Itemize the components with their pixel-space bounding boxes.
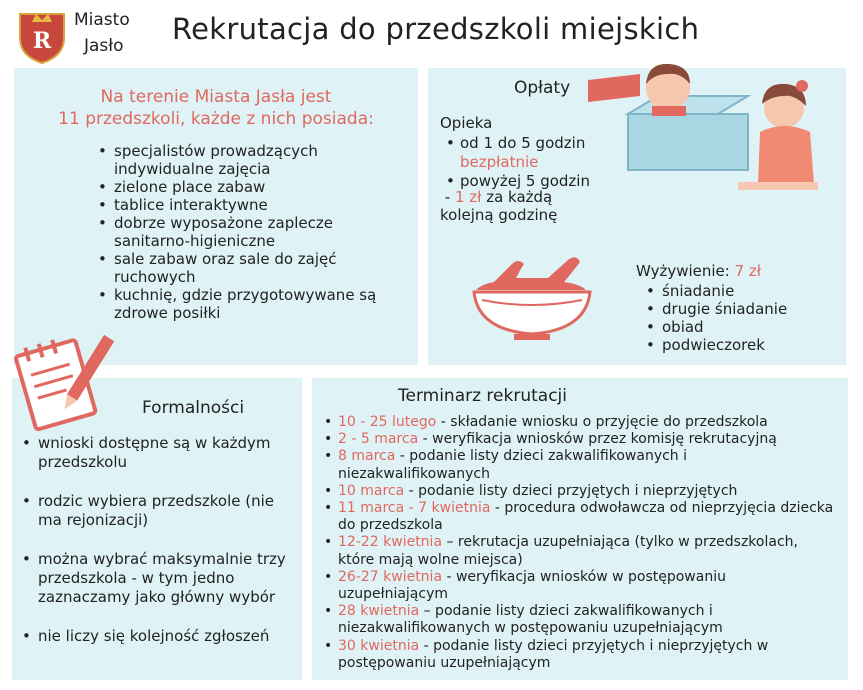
schedule-text: - procedura odwoławcza od nieprzyjęcia dziecka do przedszkola — [338, 500, 834, 534]
schedule-date: 26-27 kwietnia — [338, 568, 443, 585]
schedule-text: - podanie listy dzieci przyjętych i nieprzyjętych — [404, 482, 738, 499]
schedule-date: 8 marca — [338, 448, 396, 465]
page-title: Rekrutacja do przedszkoli miejskich — [172, 12, 700, 46]
brand-city-label: Miasto — [74, 10, 130, 30]
meal-item: • śniadanie — [640, 282, 787, 300]
meal-item: • podwieczorek — [640, 336, 787, 354]
notepad-pencil-icon — [8, 322, 118, 432]
care-extra-value: 1 zł — [454, 188, 482, 206]
schedule-date: 30 kwietnia — [338, 637, 420, 654]
schedule-text: – rekrutacja uzupełniająca (tylko w przedszkolach, które mają wolne miejsca) — [338, 534, 798, 568]
formalities-list — [18, 434, 300, 666]
care-extra-prefix: - — [444, 188, 455, 206]
meal-item: • obiad — [640, 318, 787, 336]
care-item-text: powyżej 5 godzin — [460, 172, 590, 190]
schedule-date: 10 - 25 lutego — [338, 414, 437, 430]
schedule-panel — [312, 378, 848, 680]
schedule-item — [320, 603, 838, 637]
care-item — [444, 134, 644, 172]
care-extra-note — [440, 188, 610, 224]
fees-panel — [428, 68, 846, 365]
schedule-item — [320, 414, 838, 431]
formality-item: • można wybrać maksymalnie trzy przedszkola - w tym jedno zaznaczamy jako główny wybór — [18, 550, 300, 607]
schedule-title: Terminarz rekrutacji — [398, 386, 567, 406]
features-list — [92, 142, 412, 322]
feature-item: • dobrze wyposażone zaplecze sanitarno-higieniczne — [92, 214, 412, 250]
meal-label — [636, 262, 761, 280]
meal-price: 7 zł — [734, 262, 762, 280]
intro-heading — [14, 86, 418, 130]
care-label: Opieka — [440, 114, 493, 132]
feature-item: • specjalistów prowadzących indywidualne zajęcia — [92, 142, 412, 178]
fees-title: Opłaty — [514, 78, 571, 98]
schedule-text: - podanie listy dzieci przyjętych i nieprzyjętych w postępowaniu uzupełniającym — [338, 637, 769, 671]
schedule-item — [320, 431, 838, 448]
schedule-date: 10 marca — [338, 482, 405, 499]
schedule-date: 2 - 5 marca — [338, 431, 419, 448]
formalities-title: Formalności — [142, 398, 245, 418]
meal-label-text: Wyżywienie: — [636, 262, 735, 280]
intro-panel — [14, 68, 418, 365]
care-extra-rest: za każdą kolejną godzinę — [440, 188, 558, 224]
feature-item: • kuchnię, gdzie przygotowywane są zdrowe posiłki — [92, 286, 412, 322]
schedule-date: 12-22 kwietnia — [338, 534, 443, 551]
schedule-text: - podanie listy dzieci zakwalifikowanych i niezakwalifikowanych — [338, 448, 688, 482]
feature-item: • sale zabaw oraz sale do zajęć ruchowych — [92, 250, 412, 286]
brand-city-name: Jasło — [84, 36, 124, 56]
salad-bowl-illustration — [468, 254, 598, 344]
schedule-item — [320, 500, 838, 534]
intro-line-1: Na terenie Miasta Jasła jest — [100, 87, 332, 107]
schedule-text: - weryfikacja wniosków przez komisję rekrutacyjną — [418, 431, 777, 448]
schedule-text: – podanie listy dzieci zakwalifikowanych i niezakwalifikowanych w postępowaniu uzupełniającym — [338, 603, 723, 637]
feature-item: • tablice interaktywne — [92, 196, 412, 214]
svg-text:R: R — [32, 28, 52, 54]
formality-item: • rodzic wybiera przedszkole (nie ma rejonizacji) — [18, 492, 300, 530]
meal-item: • drugie śniadanie — [640, 300, 787, 318]
schedule-date: 28 kwietnia — [338, 603, 420, 620]
schedule-text: - weryfikacja wniosków w postępowaniu uzupełniającym — [338, 568, 726, 603]
schedule-list — [320, 414, 838, 672]
schedule-date: 11 marca - 7 kwietnia — [338, 500, 491, 517]
schedule-item — [320, 448, 838, 482]
intro-line-2: 11 przedszkoli, każde z nich posiada: — [58, 109, 374, 129]
city-coat-of-arms-logo — [18, 8, 66, 64]
schedule-item — [320, 569, 838, 603]
schedule-item — [320, 638, 838, 672]
schedule-text: - składanie wniosku o przyjęcie do przedszkola — [436, 414, 768, 430]
formality-item: • wnioski dostępne są w każdym przedszkolu — [18, 434, 300, 472]
care-list — [444, 134, 644, 191]
meal-list — [640, 282, 787, 354]
schedule-item — [320, 483, 838, 500]
schedule-item — [320, 534, 838, 568]
care-item-text: od 1 do 5 godzin — [460, 134, 586, 152]
feature-item: • zielone place zabaw — [92, 178, 412, 196]
formality-item: • nie liczy się kolejność zgłoszeń — [18, 627, 300, 646]
care-item-value: bezpłatnie — [460, 153, 539, 171]
